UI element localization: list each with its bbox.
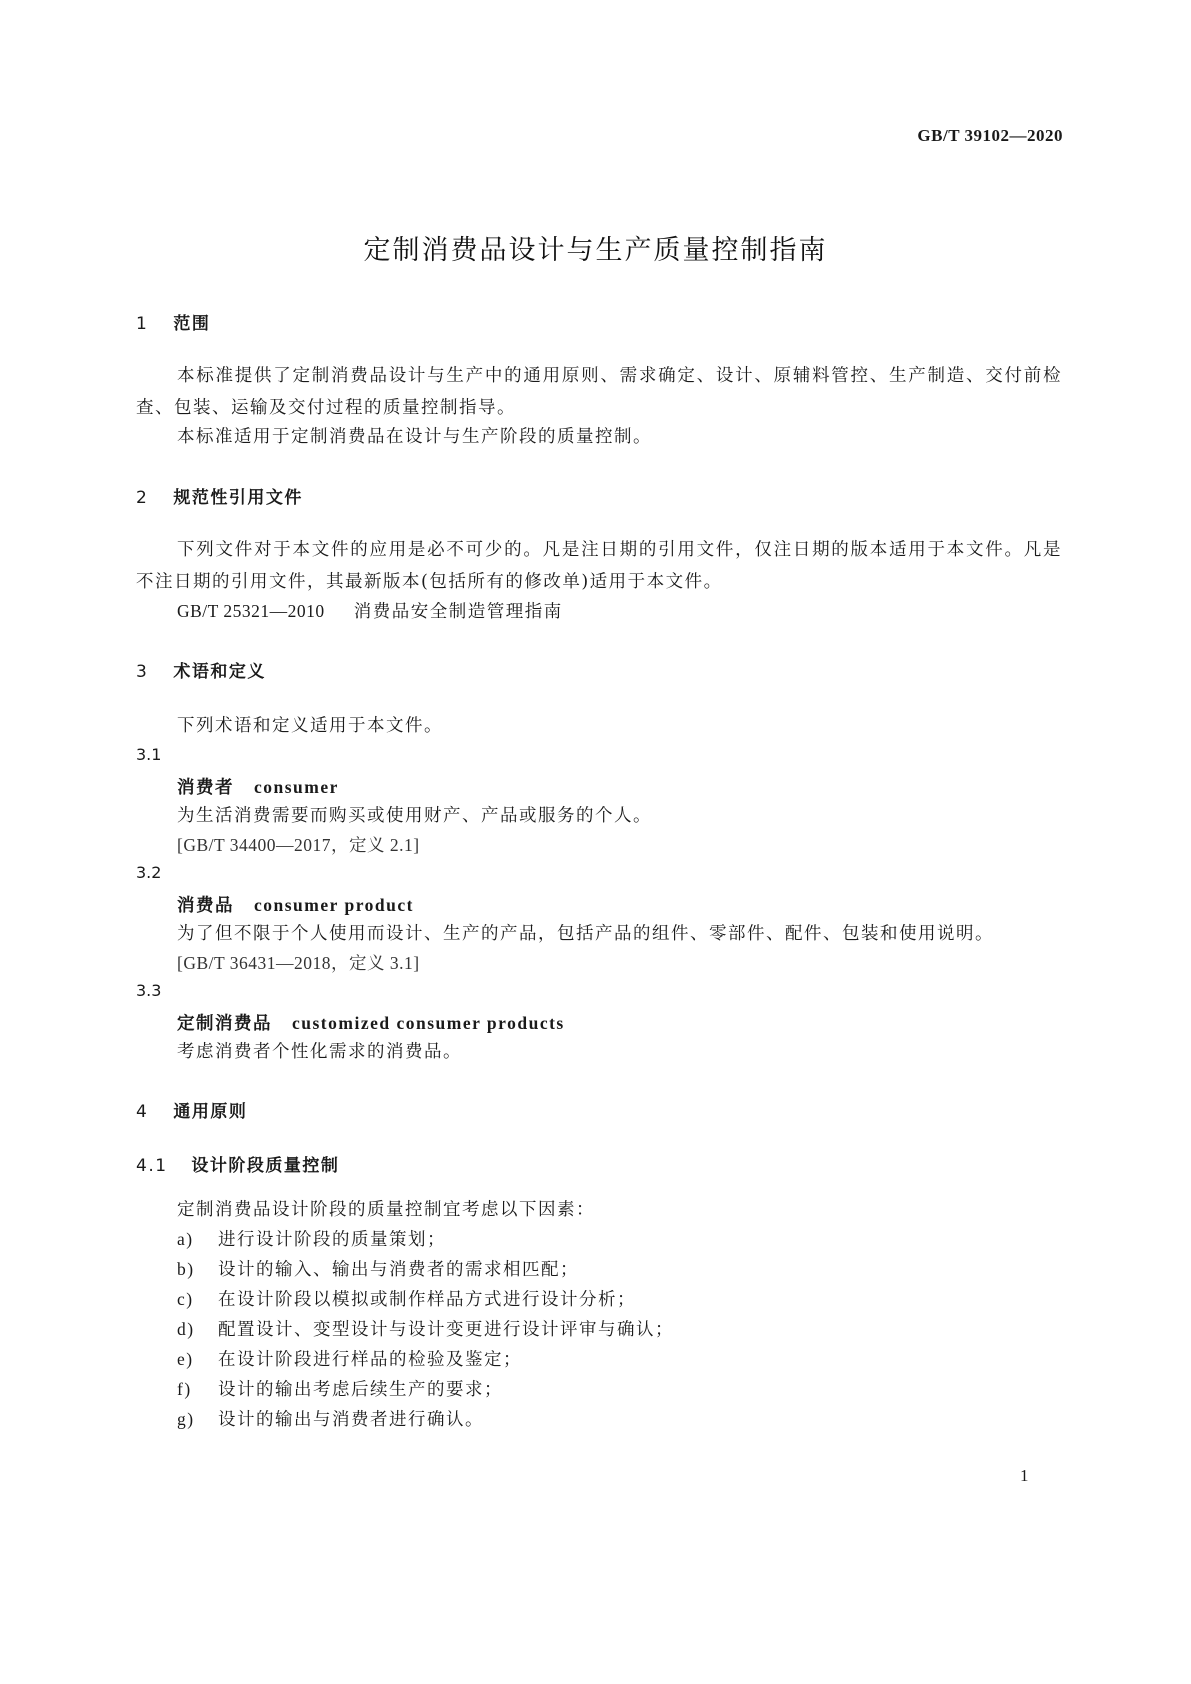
- reference-entry: [177, 598, 563, 623]
- page-number: 1: [1020, 1466, 1029, 1485]
- reference-code: GB/T 25321—2010: [177, 601, 325, 621]
- section-number: 3: [136, 662, 149, 682]
- term-name: [177, 892, 414, 917]
- list-item-label: f): [177, 1379, 192, 1399]
- section-number: 2: [136, 488, 149, 508]
- list-item-label: c): [177, 1289, 194, 1309]
- list-item: [177, 1226, 446, 1251]
- reference-title: 消费品安全制造管理指南: [353, 602, 563, 622]
- list-item-text: 配置设计、变型设计与设计变更进行设计评审与确认；: [218, 1320, 674, 1340]
- list-item-text: 进行设计阶段的质量策划；: [218, 1230, 446, 1250]
- section-number: 4: [136, 1102, 149, 1122]
- list-item: [177, 1256, 579, 1281]
- list-item: [177, 1346, 522, 1371]
- term-name: [177, 774, 339, 799]
- scope-paragraph-1: 本标准提供了定制消费品设计与生产中的通用原则、需求确定、设计、原辅料管控、生产制造、交付前检查、包装、运输及交付过程的质量控制指导。: [136, 366, 1062, 418]
- list-item-label: b): [177, 1259, 195, 1279]
- list-item-label: a): [177, 1229, 194, 1249]
- document-title: 定制消费品设计与生产质量控制指南: [363, 235, 828, 266]
- list-item: [177, 1376, 503, 1401]
- section-title: 通用原则: [173, 1102, 248, 1122]
- list-item-text: 设计的输入、输出与消费者的需求相匹配；: [218, 1260, 579, 1280]
- term-name-en: consumer product: [254, 895, 414, 915]
- list-item-label: e): [177, 1349, 194, 1369]
- section-1-heading: [136, 309, 210, 334]
- term-name-en: consumer: [254, 777, 339, 797]
- term-name-zh: 定制消费品: [177, 1014, 272, 1034]
- term-name-zh: 消费品: [177, 896, 234, 916]
- term-number: 3.2: [136, 863, 162, 882]
- subsection-number: 4.1: [136, 1156, 168, 1176]
- term-definition: 为了但不限于个人使用而设计、生产的产品，包括产品的组件、零部件、配件、包装和使用说明。: [177, 924, 994, 944]
- list-item: [177, 1406, 484, 1431]
- standard-code: GB/T 39102—2020: [917, 126, 1063, 145]
- subsection-4-1-heading: [136, 1151, 339, 1176]
- normative-references-paragraph: 下列文件对于本文件的应用是必不可少的。凡是注日期的引用文件，仅注日期的版本适用于本文件。凡是不注日期的引用文件，其最新版本(包括所有的修改单)适用于本文件。: [136, 540, 1062, 592]
- list-intro: 定制消费品设计阶段的质量控制宜考虑以下因素：: [177, 1200, 595, 1220]
- list-item-text: 在设计阶段进行样品的检验及鉴定；: [218, 1350, 522, 1370]
- term-number: 3.1: [136, 745, 162, 764]
- subsection-title: 设计阶段质量控制: [191, 1156, 340, 1176]
- list-item: [177, 1286, 636, 1311]
- term-definition: 为生活消费需要而购买或使用财产、产品或服务的个人。: [177, 806, 652, 826]
- term-name-en: customized consumer products: [292, 1013, 565, 1033]
- list-item-text: 在设计阶段以模拟或制作样品方式进行设计分析；: [218, 1290, 636, 1310]
- terms-intro: 下列术语和定义适用于本文件。: [177, 716, 443, 736]
- list-item: [177, 1316, 674, 1341]
- term-name: [177, 1010, 565, 1035]
- list-item-text: 设计的输出与消费者进行确认。: [218, 1410, 484, 1430]
- list-item-label: g): [177, 1409, 195, 1429]
- term-name-zh: 消费者: [177, 778, 234, 798]
- section-title: 规范性引用文件: [173, 488, 303, 508]
- section-title: 范围: [173, 314, 211, 334]
- list-item-label: d): [177, 1319, 195, 1339]
- term-number: 3.3: [136, 981, 162, 1000]
- section-4-heading: [136, 1097, 247, 1122]
- section-3-heading: [136, 657, 266, 682]
- section-title: 术语和定义: [173, 662, 266, 682]
- section-number: 1: [136, 314, 149, 334]
- list-item-text: 设计的输出考虑后续生产的要求；: [218, 1380, 503, 1400]
- term-definition: 考虑消费者个性化需求的消费品。: [177, 1042, 462, 1062]
- scope-paragraph-2: 本标准适用于定制消费品在设计与生产阶段的质量控制。: [177, 427, 652, 447]
- term-source: [GB/T 34400—2017，定义 2.1]: [177, 835, 420, 855]
- term-source: [GB/T 36431—2018，定义 3.1]: [177, 953, 420, 973]
- section-2-heading: [136, 483, 303, 508]
